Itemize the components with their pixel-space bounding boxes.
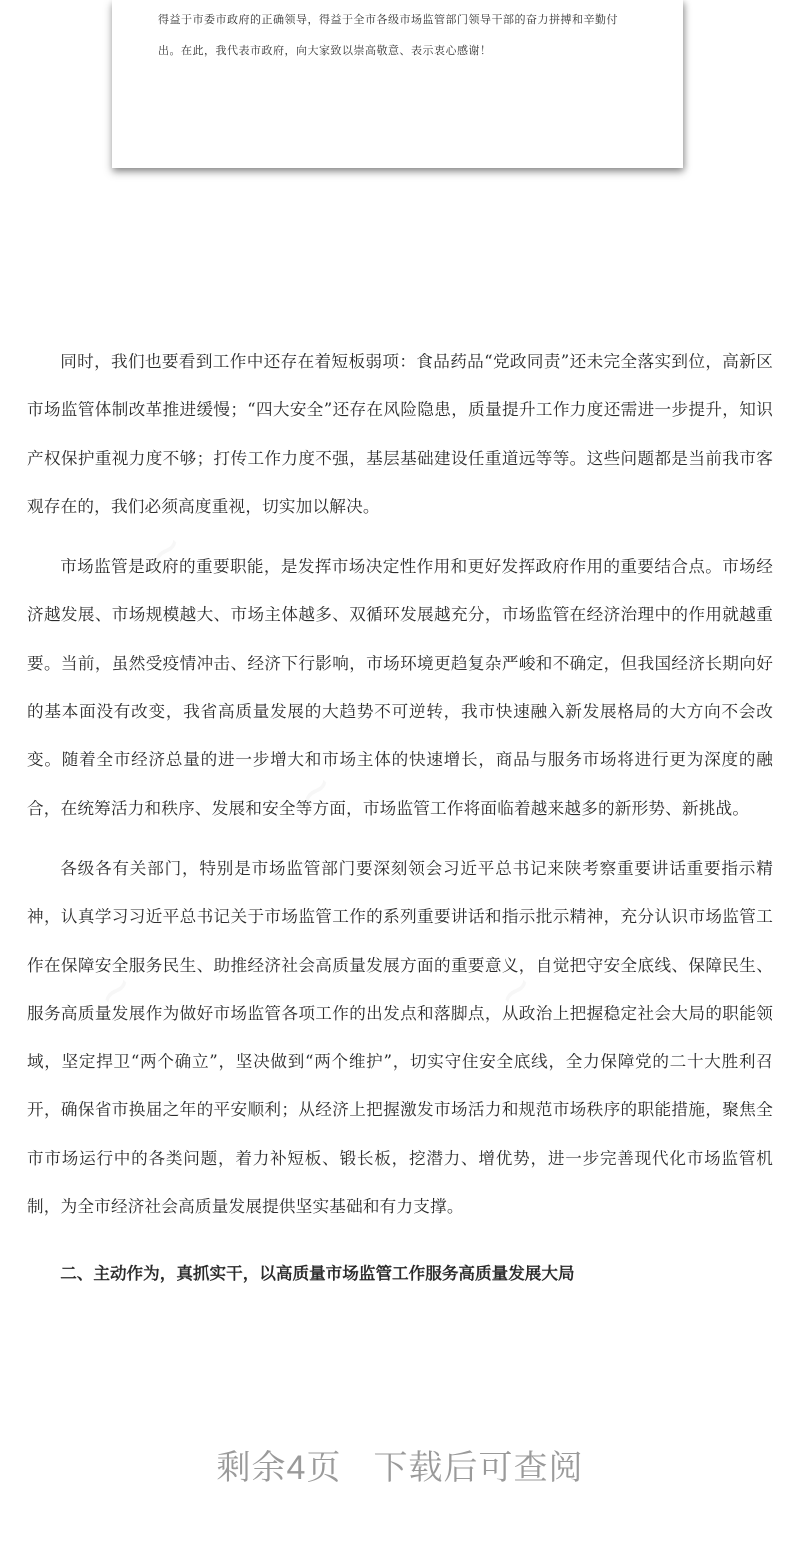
remaining-pages-count: 剩余4页 [216,1449,342,1487]
remaining-pages-banner[interactable] [0,1440,800,1489]
body-paragraph: 同时，我们也要看到工作中还存在着短板弱项：食品药品“党政同责”还未完全落实到位，高新区市场监管体制改革推进缓慢；“四大安全”还存在风险隐患，质量提升工作力度还需进一步提升，知识产权保护重视力度不够；打传工作力度不强，基层基础建设任重道远等等。这些问题都是当前我市客观存在的，我们必须高度重视，切实加以解决。 [27,352,773,516]
watermark: ~ [483,958,549,1024]
watermark: ~ [83,958,149,1024]
watermark: ~ [133,518,199,584]
previous-page-line: 出。在此，我代表市政府，向大家致以崇高敬意、表示衷心感谢！ [158,44,492,57]
download-to-read-text: 下载后可查阅 [373,1449,584,1487]
previous-page-line: 得益于市委市政府的正确领导，得益于全市各级市场监管部门领导干部的奋力拼搏和辛勤付 [158,13,618,26]
body-paragraph: 市场监管是政府的重要职能，是发挥市场决定性作用和更好发挥政府作用的重要结合点。市场经济越发展、市场规模越大、市场主体越多、双循环发展越充分，市场监管在经济治理中的作用就越重要。当前，虽然受疫情冲击、经济下行影响，市场环境更趋复杂严峻和不确定，但我国经济长期向好的基本面没有改变，我省高质量发展的大趋势不可逆转，我市快速融入新发展格局的大方向不会改变。随着全市经济总量的进一步增大和市场主体的快速增长，商品与服务市场将进行更为深度的融合，在统筹活力和秩序、发展和安全等方面，市场监管工作将面临着越来越多的新形势、新挑战。 [27,557,773,818]
body-paragraph: 各级各有关部门，特别是市场监管部门要深刻领会习近平总书记来陕考察重要讲话重要指示精神，认真学习习近平总书记关于市场监管工作的系列重要讲话和指示批示精神，充分认识市场监管工作在保障安全服务民生、助推经济社会高质量发展方面的重要意义，自觉把守安全底线、保障民生、服务高质量发展作为做好市场监管各项工作的出发点和落脚点，从政治上把握稳定社会大局的职能领域，坚定捍卫“两个确立”，坚决做到“两个维护”，切实守住安全底线，全力保障党的二十大胜利召开，确保省市换届之年的平安顺利；从经济上把握激发市场活力和规范市场秩序的职能措施，聚焦全市市场运行中的各类问题，着力补短板、锻长板，挖潜力、增优势，进一步完善现代化市场监管机制，为全市经济社会高质量发展提供坚实基础和有力支撑。 [27,858,773,1217]
watermark: ~ [503,578,569,644]
previous-page-card [112,0,683,168]
document-body [27,338,773,1297]
section-heading: 二、主动作为，真抓实干，以高质量市场监管工作服务高质量发展大局 [60,1263,575,1284]
watermark: ~ [283,758,349,824]
